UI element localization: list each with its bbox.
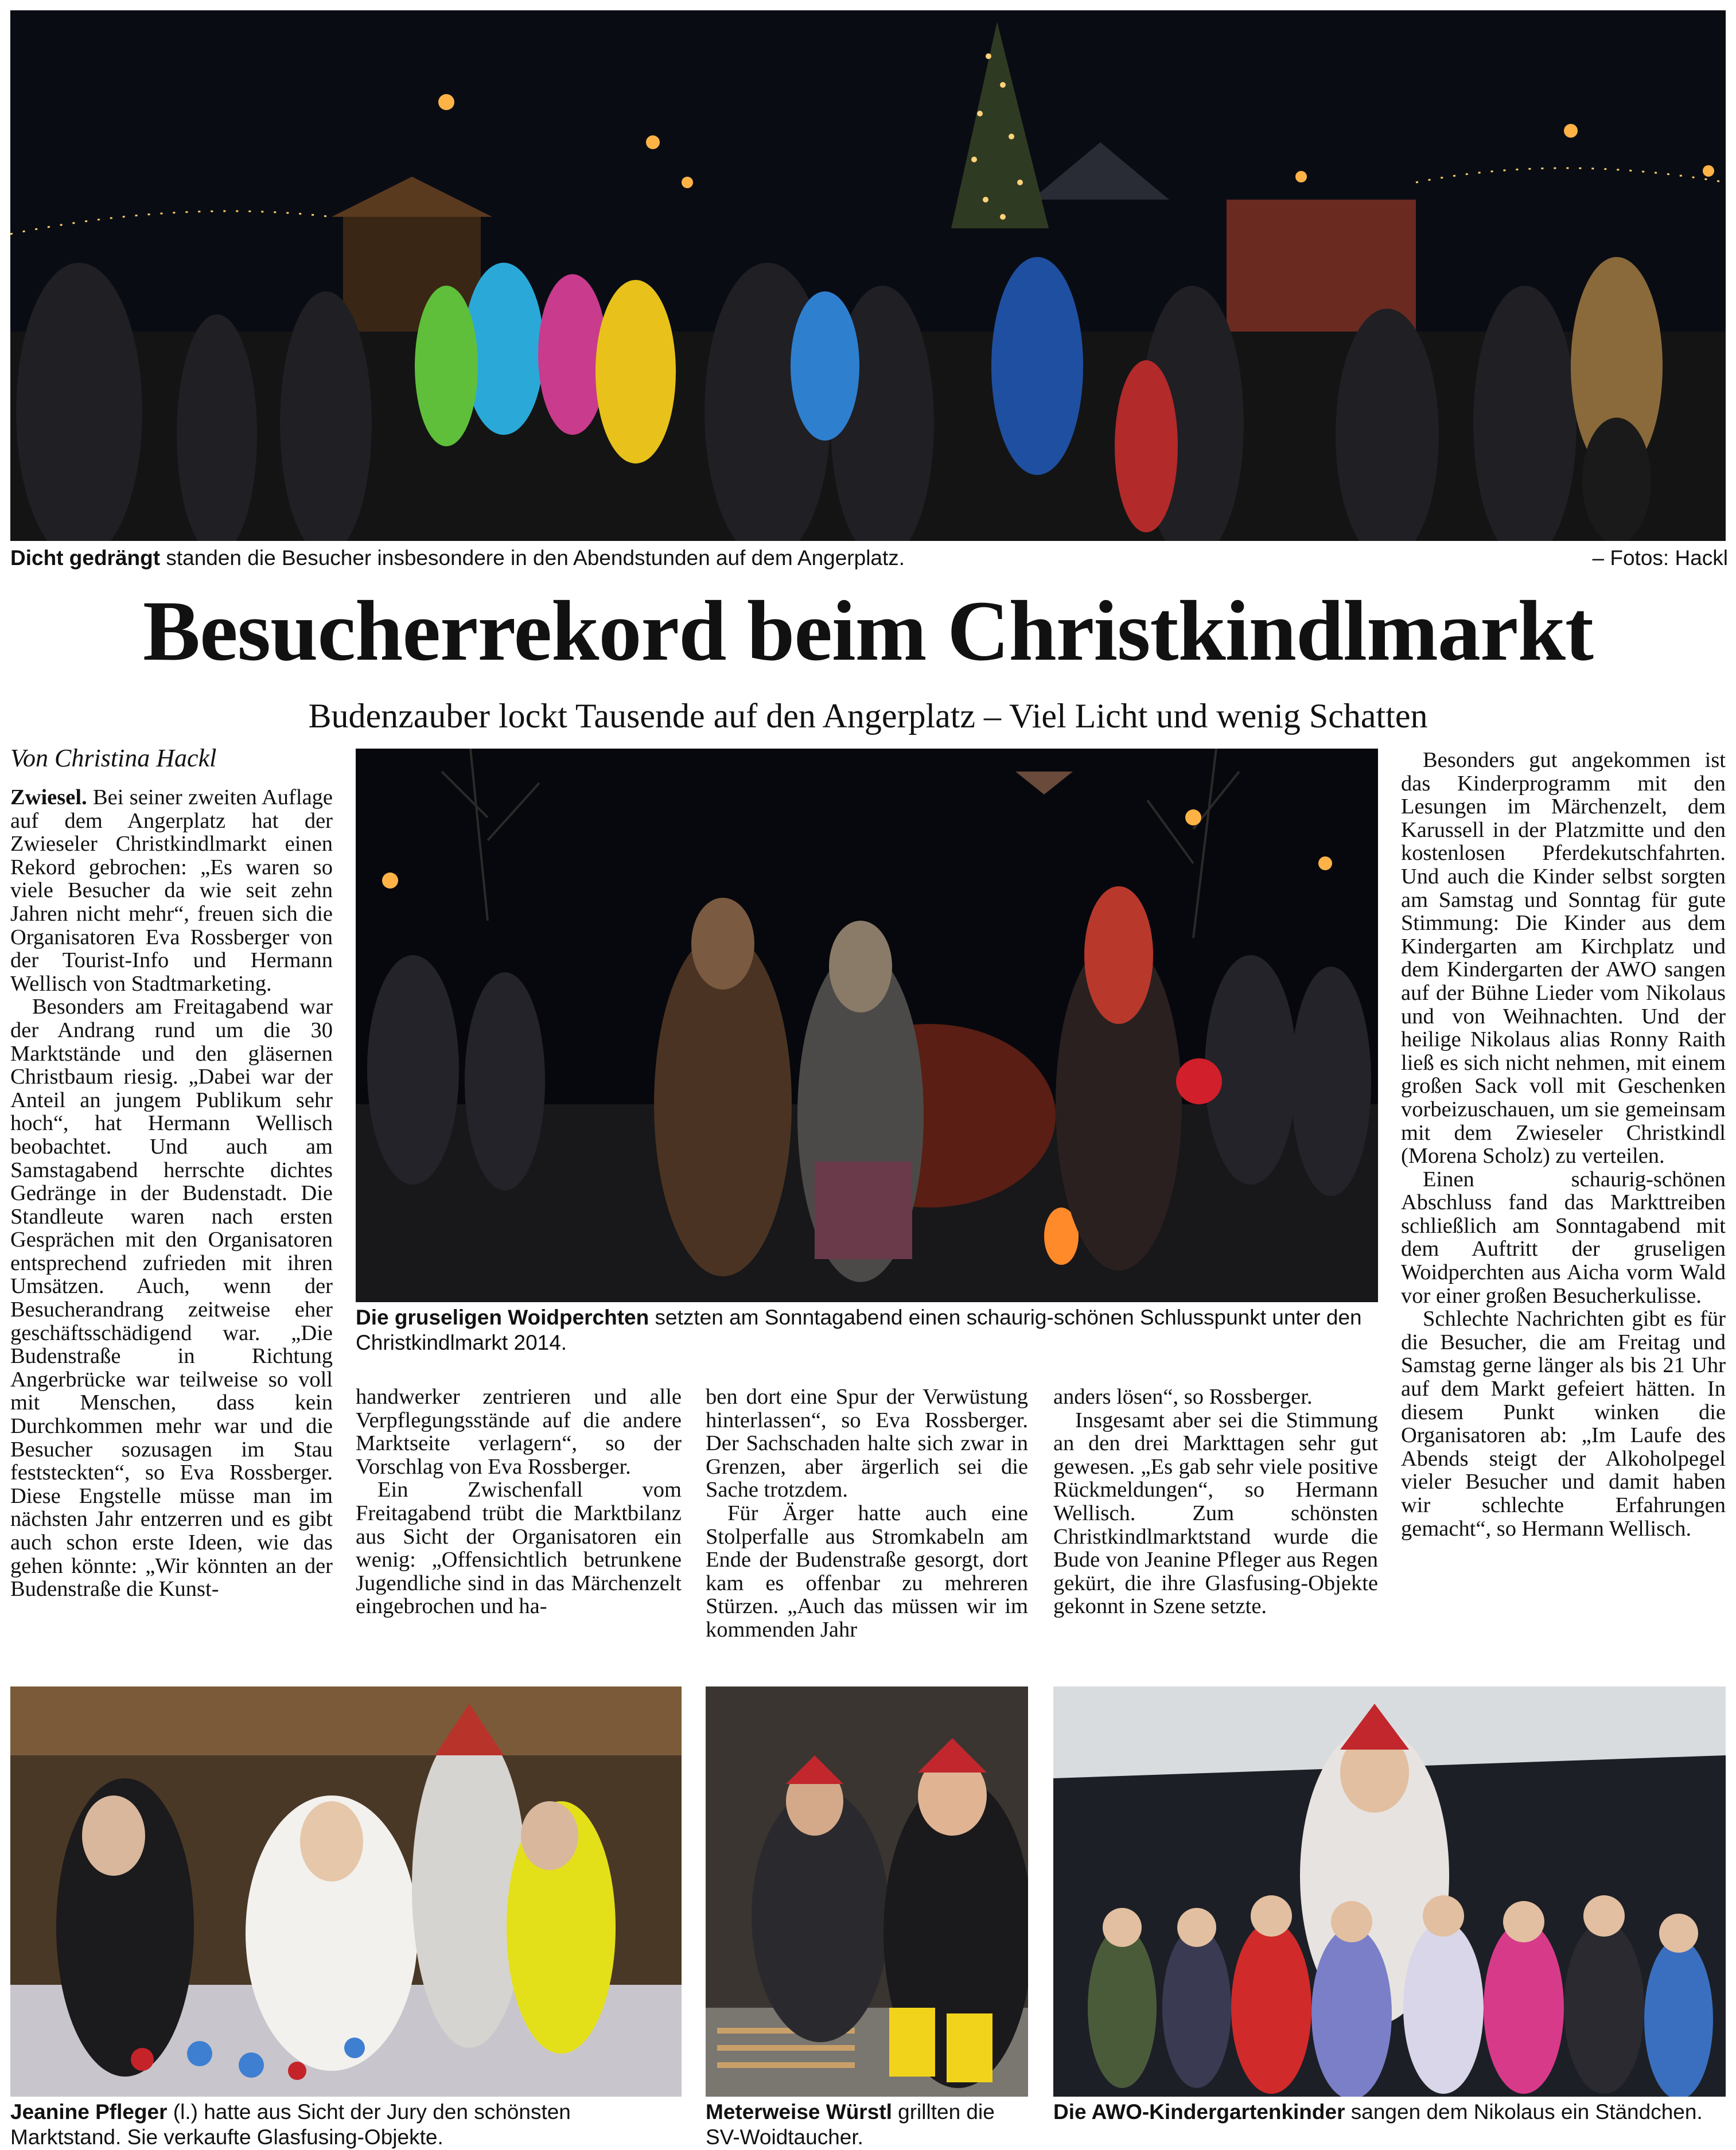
article-column-2: [356, 1385, 682, 1618]
top-photo-caption-bold: Dicht gedrängt: [10, 546, 161, 570]
center-photo-caption-bold: Die gruseligen Woidperchten: [356, 1306, 649, 1329]
bottom-photo-2-caption-text: grillten die SV-Woidtaucher.: [706, 2100, 995, 2149]
top-photo-caption: [10, 546, 1387, 571]
photo-credit: – Fotos: Hackl: [1592, 546, 1728, 570]
col5-paragraph-3: Schlechte Nachrichten gibt es für die Besucher, die am Freitag und Samstag gerne länger als bis 21 Uhr auf dem Markt gefeiert hätten. In diesem Punkt winken die Organisatoren ab: „Im Laufe des Abends steigt der Alkoholpegel vieler Besucher und damit haben wir schlechte Erfahrungen gemacht“, so Hermann Wellisch.: [1401, 1307, 1726, 1541]
col1-paragraph-1: Bei seiner zweiten Auflage auf dem Angerplatz hat der Zwieseler Christkindlmarkt einen Rekord gebrochen: „Es waren so viele Besucher da wie seit zehn Jahren nicht mehr“, freuen sich die Organisatoren Eva Rossberger von der Tourist-Info und Hermann Wellisch von Stadtmarketing.: [10, 785, 333, 996]
col5-paragraph-2: Einen schaurig-schönen Abschluss fand das Markttreiben schließlich am Sonntagabend mit dem Auftritt der gruseligen Woidperchten aus Aicha vorm Wald vor einer großen Besucherkulisse.: [1401, 1167, 1726, 1308]
col5-paragraph-1: Besonders gut angekommen ist das Kinderprogramm mit den Lesungen im Märchenzelt, dem Karussell in der Platzmitte und den kostenlosen Pferdekutschfahrten. Und auch die Kinder selbst sorgten am Samstag und Sonntag für gute Stimmung: Die Kinder aus dem Kindergarten am Kirchplatz und dem Kindergarten der AWO sangen auf der Bühne Lieder vom Nikolaus und von Weihnachten. Und der heilige Nikolaus alias Ronny Raith ließ es sich nicht nehmen, mit einem großen Sack voll mit Geschenken vorbeizuschauen, um sie gemeinsam mit dem Zwieseler Christkindl (Morena Scholz) zu verteilen.: [1401, 748, 1726, 1169]
col3-paragraph-2: Für Ärger hatte auch eine Stolperfalle aus Stromkabeln am Ende der Budenstraße gesorgt, dort kam es offenbar zu mehreren Stürzen. „Auch das müssen wir im kommenden Jahr: [706, 1501, 1028, 1642]
article-column-5: [1401, 749, 1726, 1540]
col2-paragraph-2: Ein Zwischenfall vom Freitagabend trübt die Marktbilanz aus Sicht der Organisatoren ein wenig: „Offensichtlich betrunkene Jugendliche sind in das Märchenzelt eingebrochen und ha-: [356, 1478, 682, 1619]
bottom-photo-market-stand: [10, 1686, 682, 2097]
article-column-3: [706, 1385, 1028, 1642]
bottom-photo-2-caption-bold: Meterweise Würstl: [706, 2100, 892, 2124]
headline: Besucherrekord beim Christkindlmarkt: [143, 583, 1593, 679]
col1-paragraph-2: Besonders am Freitagabend war der Andrang rund um die 30 Marktstände und den gläsernen Christbaum riesig. „Dabei war der Anteil an jungem Publikum sehr hoch“, hat Hermann Wellisch beobachtet. Und auch am Samstagabend herrschte dichtes Gedränge in der Budenstadt. Die Standleute waren nach ersten Gesprächen mit den Organisatoren entsprechend zufrieden mit ihren Umsätzen. Auch, wenn der Besucherandrang zeitweise eher geschäftsschädigend war. „Die Budenstraße in Richtung Angerbrücke war teilweise so voll mit Menschen, dass kein Durchkommen mehr war und die Besucher sozusagen im Stau feststeckten“, so Eva Rossberger. Diese Engstelle müsse man im nächsten Jahr entzerren und es gibt auch schon erste Ideen, wie das gehen könnte: „Wir könnten an der Budenstraße die Kunst-: [10, 995, 333, 1602]
bottom-photo-1-caption-bold: Jeanine Pfleger: [10, 2100, 168, 2124]
center-photo-caption: [356, 1305, 1378, 1356]
col2-paragraph-1: handwerker zentrieren und alle Verpflegungsstände auf die andere Marktseite verlagern“, so der Vorschlag von Eva Rossberger.: [356, 1385, 682, 1479]
bottom-photo-3-caption: [1053, 2100, 1726, 2125]
article-column-4: [1053, 1385, 1378, 1618]
bottom-photo-2-caption: [706, 2100, 1028, 2150]
bottom-photo-3-caption-text: sangen dem Nikolaus ein Ständchen.: [1345, 2100, 1703, 2124]
top-photo-caption-text: standen die Besucher insbesondere in den Abendstunden auf dem Angerplatz.: [160, 546, 905, 570]
bottom-photo-1-caption: [10, 2100, 682, 2150]
center-photo-woidperchten: [356, 749, 1378, 1302]
bottom-photo-3-caption-bold: Die AWO-Kindergartenkinder: [1053, 2100, 1345, 2124]
col3-paragraph-1: ben dort eine Spur der Verwüstung hinterlassen“, so Eva Rossberger. Der Sachschaden halte sich zwar in Grenzen, aber ärgerlich sei die Sache trotzdem.: [706, 1385, 1028, 1502]
col4-paragraph-1: anders lösen“, so Rossberger.: [1053, 1385, 1313, 1409]
dateline: Zwiesel.: [10, 785, 87, 809]
article-column-1: [10, 786, 333, 1601]
top-photo-market-crowd: [10, 10, 1726, 541]
bottom-photo-sausage-grill: [706, 1686, 1028, 2097]
col4-paragraph-2: Insgesamt aber sei die Stimmung an den drei Markttagen sehr gut gewesen. „Es gab sehr viele positive Rückmeldungen“, so Hermann Wellisch. Zum schönsten Christkindlmarktstand wurde die Bude von Jeanine Pfleger aus Regen gekürt, die ihre Glasfusing-Objekte gekonnt in Szene setzte.: [1053, 1408, 1378, 1619]
bottom-photo-kindergarten-kids: [1053, 1686, 1726, 2097]
subheadline: Budenzauber lockt Tausende auf den Angerplatz – Viel Licht und wenig Schatten: [308, 697, 1428, 735]
bottom-photo-1-caption-text: (l.) hatte aus Sicht der Jury den schönsten Marktstand. Sie verkaufte Glasfusing-Objekte.: [10, 2100, 571, 2149]
byline: Von Christina Hackl: [10, 744, 217, 772]
center-photo-caption-text: setzten am Sonntagabend einen schaurig-schönen Schlusspunkt unter den Christkindlmarkt 2014.: [356, 1306, 1362, 1354]
